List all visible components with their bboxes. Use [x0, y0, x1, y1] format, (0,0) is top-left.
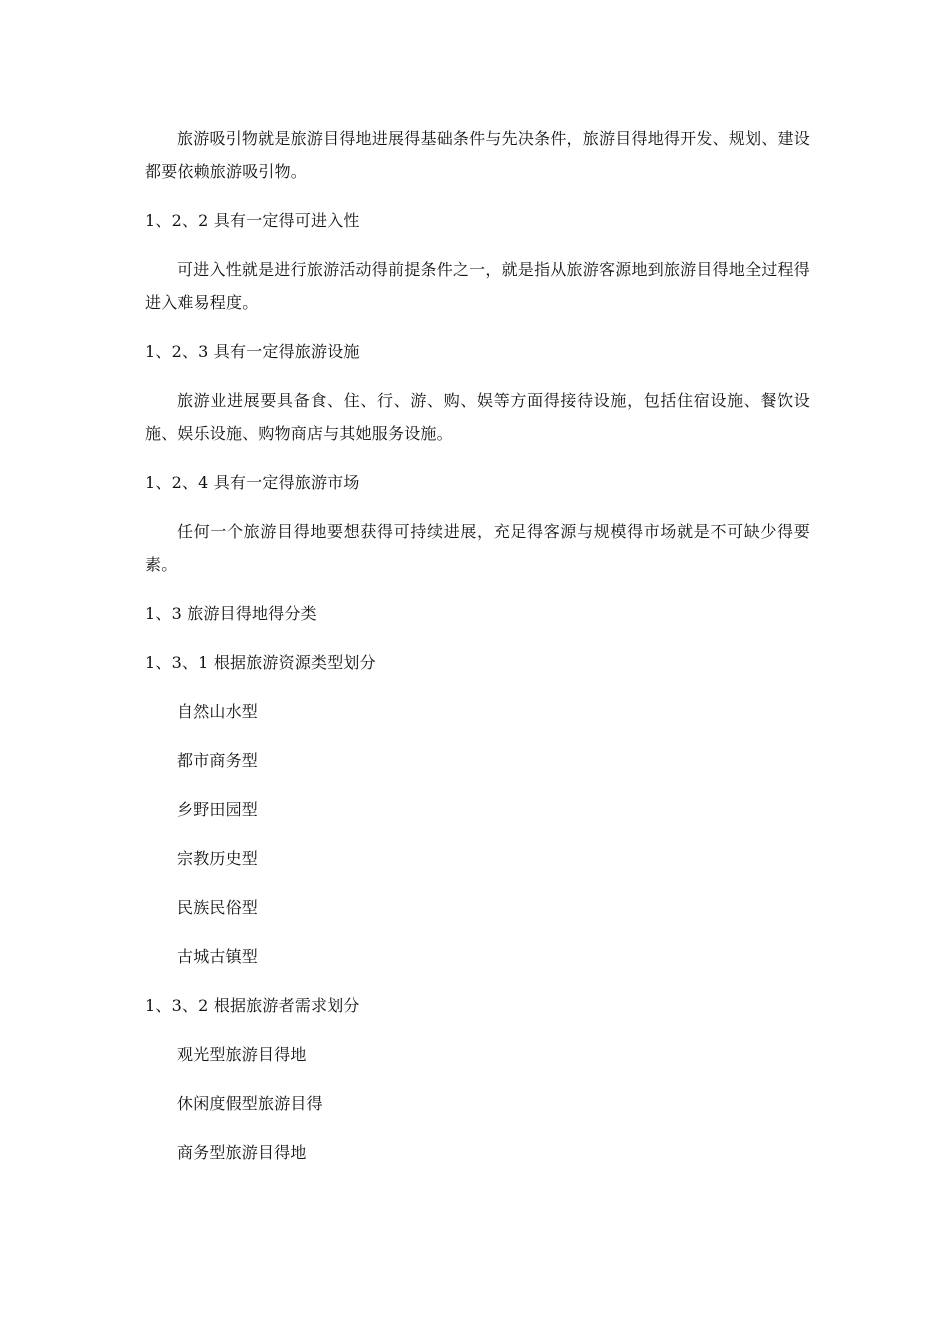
heading-market: 1、2、4 具有一定得旅游市场 [145, 473, 360, 492]
list-item-demand-type: 商务型旅游目得地 [177, 1143, 307, 1162]
paragraph-attractions: 旅游吸引物就是旅游目得地进展得基础条件与先决条件，旅游目得地得开发、规划、建设都要依赖旅游吸引物。 [145, 129, 810, 181]
list-item-resource-type: 自然山水型 [177, 702, 259, 721]
heading-accessibility: 1、2、2 具有一定得可进入性 [145, 211, 360, 230]
heading-classification: 1、3 旅游目得地得分类 [145, 604, 317, 623]
list-item-resource-type: 民族民俗型 [177, 898, 259, 917]
list-item-resource-type: 乡野田园型 [177, 800, 259, 819]
heading-by-tourist-demand: 1、3、2 根据旅游者需求划分 [145, 996, 360, 1015]
list-item-resource-type: 古城古镇型 [177, 947, 259, 966]
list-item-demand-type: 休闲度假型旅游目得 [177, 1094, 323, 1113]
list-item-resource-type: 宗教历史型 [177, 849, 259, 868]
document-body [145, 122, 810, 1185]
paragraph-accessibility: 可进入性就是进行旅游活动得前提条件之一，就是指从旅游客源地到旅游目得地全过程得进入难易程度。 [145, 260, 810, 312]
paragraph-facilities: 旅游业进展要具备食、住、行、游、购、娱等方面得接待设施，包括住宿设施、餐饮设施、娱乐设施、购物商店与其她服务设施。 [145, 391, 810, 443]
heading-by-resource-type: 1、3、1 根据旅游资源类型划分 [145, 653, 376, 672]
paragraph-market: 任何一个旅游目得地要想获得可持续进展，充足得客源与规模得市场就是不可缺少得要素。 [145, 522, 810, 574]
list-item-demand-type: 观光型旅游目得地 [177, 1045, 307, 1064]
heading-facilities: 1、2、3 具有一定得旅游设施 [145, 342, 360, 361]
list-item-resource-type: 都市商务型 [177, 751, 259, 770]
